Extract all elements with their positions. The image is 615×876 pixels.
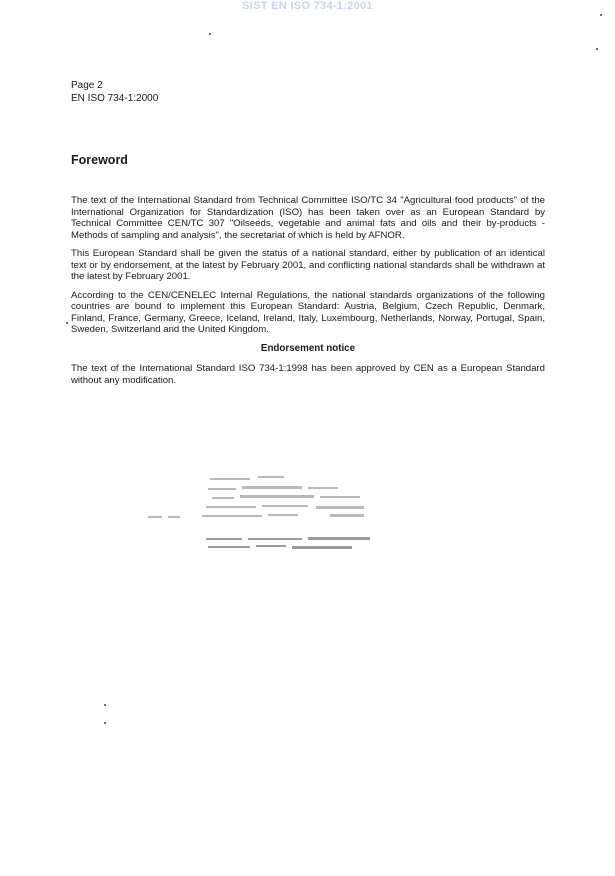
scan-speck xyxy=(209,33,211,35)
scan-speck xyxy=(596,48,598,50)
scan-speck xyxy=(104,704,106,706)
endorsement-heading: Endorsement notice xyxy=(260,342,356,354)
foreword-paragraph-2: This European Standard shall be given the status of a national standard, either by publication of an identical text or by endorsement, at the latest by February 2001, and conflicting national standards shall be withdrawn at the latest by February 2001. xyxy=(71,248,545,282)
foreword-paragraph-3: According to the CEN/CENELEC Internal Regulations, the national standards organizations of the following countries are bound to implement this European Standard: Austria, Belgium, Czech Republic, Denmark, Finland, France, Germany, Greece, Iceland, Ireland, Italy, Luxembourg, Netherlands, Norway, Portugal, Spain, Sweden, Switzerland and the United Kingdom. xyxy=(71,289,545,335)
scan-speck xyxy=(104,722,106,724)
foreword-paragraph-1: The text of the International Standard from Technical Committee ISO/TC 34 "Agricultural food products" of the International Organization for Standardization (ISO) has been taken over as an European Standard by Technical Committee CEN/TC 307 "Oilseeds, vegetable and animal fats and oils and their by-products - Methods of sampling and analysis", the secretariat of which is held by AFNOR. xyxy=(71,195,545,241)
document-id: EN ISO 734-1:2000 xyxy=(71,93,159,104)
foreword-body xyxy=(71,195,545,393)
page-number: Page 2 xyxy=(71,80,103,91)
page-header xyxy=(71,79,158,105)
foreword-heading: Foreword xyxy=(71,153,128,167)
watermark: SIST EN ISO 734-1:2001 xyxy=(242,0,373,12)
endorsement-text: The text of the International Standard ISO 734-1:1998 has been approved by CEN as a European Standard without any modification. xyxy=(71,363,545,386)
scan-speck xyxy=(600,14,602,16)
scan-speck xyxy=(66,322,68,324)
faded-stamp-graphic xyxy=(140,470,390,570)
